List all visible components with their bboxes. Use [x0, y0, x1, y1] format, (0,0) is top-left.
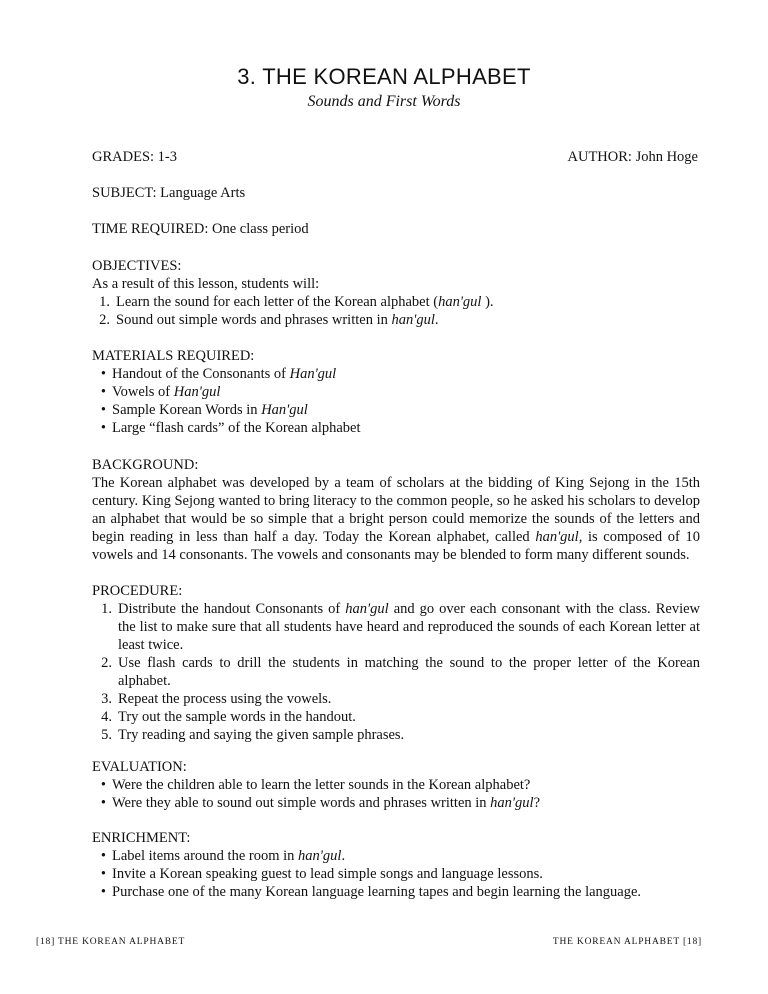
- objective-text: Sound out simple words and phrases written in han'gul.: [116, 312, 439, 328]
- evaluation-item: [92, 794, 700, 812]
- bullet-icon: •: [100, 366, 106, 382]
- enrichment-item: [92, 847, 700, 865]
- procedure-step: [92, 654, 700, 690]
- enrichment-item: [92, 883, 700, 901]
- enrichment-heading: ENRICHMENT:: [92, 830, 191, 846]
- materials-item: [92, 419, 700, 437]
- procedure-step: [92, 600, 700, 654]
- enrichment-text: Purchase one of the many Korean language learning tapes and begin learning the language.: [112, 884, 642, 900]
- enrichment-text: Label items around the room in han'gul.: [112, 848, 346, 864]
- author-line: AUTHOR: John Hoge: [567, 149, 698, 165]
- bullet-icon: •: [100, 402, 106, 418]
- bullet-icon: •: [100, 795, 106, 811]
- step-text: Use flash cards to drill the students in matching the sound to the proper letter of the Korean alphabet.: [118, 655, 700, 689]
- background-section: [92, 456, 700, 564]
- evaluation-text: Were the children able to learn the letter sounds in the Korean alphabet?: [112, 777, 531, 793]
- enrichment-text: Invite a Korean speaking guest to lead simple songs and language lessons.: [112, 866, 543, 882]
- evaluation-section: [92, 758, 700, 812]
- footer-left: [18] THE KOREAN ALPHABET: [36, 937, 186, 947]
- grades-line: GRADES: 1-3: [92, 149, 177, 165]
- procedure-step: [92, 708, 700, 726]
- enrichment-item: [92, 865, 700, 883]
- evaluation-heading: EVALUATION:: [92, 759, 187, 775]
- bullet-icon: •: [100, 866, 106, 882]
- footer-right: THE KOREAN ALPHABET [18]: [552, 937, 702, 947]
- evaluation-item: [92, 776, 700, 794]
- procedure-section: [92, 582, 700, 744]
- materials-text: Vowels of Han'gul: [112, 384, 221, 400]
- step-text: Try out the sample words in the handout.: [118, 709, 356, 725]
- step-text: Distribute the handout Consonants of han'gul and go over each consonant with the class. Review the list to make sure that all students have heard and reproduced the sounds of each Korean letter at least twice.: [118, 601, 700, 653]
- objective-text: Learn the sound for each letter of the Korean alphabet (han'gul ).: [116, 294, 494, 310]
- bullet-icon: •: [100, 848, 106, 864]
- procedure-step: [92, 690, 700, 708]
- objective-number: 2.: [99, 312, 110, 328]
- page-title: 3. THE KOREAN ALPHABET: [237, 64, 531, 89]
- step-number: 1.: [101, 601, 112, 617]
- step-number: 4.: [101, 709, 112, 725]
- step-number: 5.: [101, 727, 112, 743]
- materials-text: Large “flash cards” of the Korean alphabet: [112, 420, 361, 436]
- background-paragraph: The Korean alphabet was developed by a team of scholars at the bidding of King Sejong in the 15th century. King Sejong wanted to bring literacy to the common people, so he asked his scholars to develop an alphabet that would be so simple that a bright person could memorize the sounds of the letters and begin reading in less than half a day. Today the Korean alphabet, called han'gul, is composed of 10 vowels and 14 consonants. The vowels and consonants may be blended to form many different sounds.: [92, 475, 700, 563]
- bullet-icon: •: [100, 384, 106, 400]
- bullet-icon: •: [100, 777, 106, 793]
- bullet-icon: •: [100, 420, 106, 436]
- subject-line: SUBJECT: Language Arts: [92, 185, 246, 201]
- procedure-heading: PROCEDURE:: [92, 583, 183, 599]
- objectives-intro: As a result of this lesson, students will:: [92, 276, 320, 292]
- step-text: Repeat the process using the vowels.: [118, 691, 332, 707]
- page-subtitle: Sounds and First Words: [307, 93, 461, 110]
- materials-item: [92, 401, 700, 419]
- objectives-heading: OBJECTIVES:: [92, 258, 182, 274]
- bullet-icon: •: [100, 884, 106, 900]
- objective-number: 1.: [99, 294, 110, 310]
- step-number: 3.: [101, 691, 112, 707]
- materials-section: [92, 347, 700, 437]
- step-number: 2.: [101, 655, 112, 671]
- evaluation-text: Were they able to sound out simple words and phrases written in han'gul?: [112, 795, 540, 811]
- time-required-line: TIME REQUIRED: One class period: [92, 221, 309, 237]
- objectives-section: [92, 257, 700, 329]
- procedure-step: [92, 726, 700, 744]
- objective-item: [92, 311, 700, 329]
- materials-heading: MATERIALS REQUIRED:: [92, 348, 255, 364]
- materials-item: [92, 383, 700, 401]
- materials-item: [92, 365, 700, 383]
- materials-text: Handout of the Consonants of Han'gul: [112, 366, 337, 382]
- step-text: Try reading and saying the given sample phrases.: [118, 727, 405, 743]
- enrichment-section: [92, 829, 700, 901]
- objective-item: [92, 293, 700, 311]
- background-heading: BACKGROUND:: [92, 457, 199, 473]
- materials-text: Sample Korean Words in Han'gul: [112, 402, 308, 418]
